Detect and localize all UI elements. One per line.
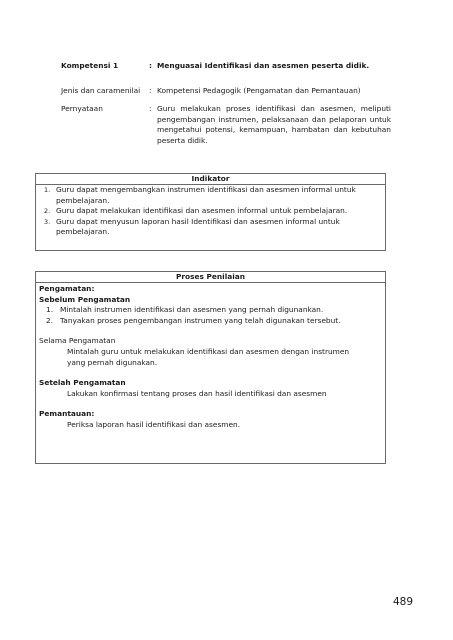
list-item-number: 2. [44,207,51,216]
kompetensi-label: Kompetensi 1 [61,61,119,70]
setelah-heading: Setelah Pengamatan [39,378,126,388]
sebelum-list [39,305,385,326]
list-item-number: 2. [46,315,54,325]
list-item-text: Mintalah instrumen identifikasi dan asesmen yang pernah digunankan. [60,305,324,315]
pemantauan-heading: Pemantauan: [39,409,95,419]
list-item-text: Guru dapat menyusun laporan hasil Identifikasi dan asesmen informal untuk pembelajaran. [56,216,340,237]
jenis-label: Jenis dan caramenilai [61,86,141,95]
list-item [36,217,385,238]
list-item-text: Tanyakan proses pengembangan instrumen yang telah digunakan tersebut. [60,315,341,325]
pernyataan-colon: : [149,104,152,113]
page-number: 489 [392,596,413,608]
sebelum-heading: Sebelum Pengamatan [39,294,131,304]
proses-title: Proses Penilaian [36,272,385,283]
list-item-text: Guru dapat mengembangkan instrumen identifikasi dan asesmen informal untuk pembelajaran. [56,185,356,205]
indikator-title: Indikator [36,174,385,185]
list-item [36,206,385,217]
list-item [36,185,385,206]
list-item-number: 1. [44,186,51,194]
selama-heading: Selama Pengamatan [39,336,116,346]
list-item-number: 1. [46,305,54,315]
indikator-box [35,173,386,251]
setelah-text: Lakukan konfirmasi tentang proses dan hasil identifikasi dan asesmen [67,388,327,398]
proses-content [36,283,385,431]
kompetensi-value: Menguasai Identifikasi dan asesmen peserta didik. [157,61,370,70]
indikator-list [36,185,385,238]
jenis-colon: : [149,86,152,95]
kompetensi-colon: : [149,61,152,70]
proses-box [35,271,386,464]
list-item-number: 3. [44,217,51,226]
jenis-value: Kompetensi Pedagogik (Pengamatan dan Pemantauan) [157,86,361,95]
pernyataan-label: Pernyataan [61,104,103,113]
list-item-text: Guru dapat melakukan identifikasi dan asesmen informal untuk pembelajaran. [56,206,348,216]
pemantauan-text: Periksa laporan hasil identifikasi dan asesmen. [67,419,241,429]
pengamatan-heading: Pengamatan: [39,284,95,293]
selama-text: Mintalah guru untuk melakukan identifikasi dan asesmen dengan instrumen yang pernah digunakan. [67,346,350,367]
pernyataan-value: Guru melakukan proses identifikasi dan asesmen, meliputi pengembangan instrumen, pelaksanaan dan pelaporan untuk mengetahui potensi, kemampuan, hambatan dan kebutuhan peserta didik. [157,104,391,145]
list-item [39,305,385,316]
list-item [39,316,385,327]
